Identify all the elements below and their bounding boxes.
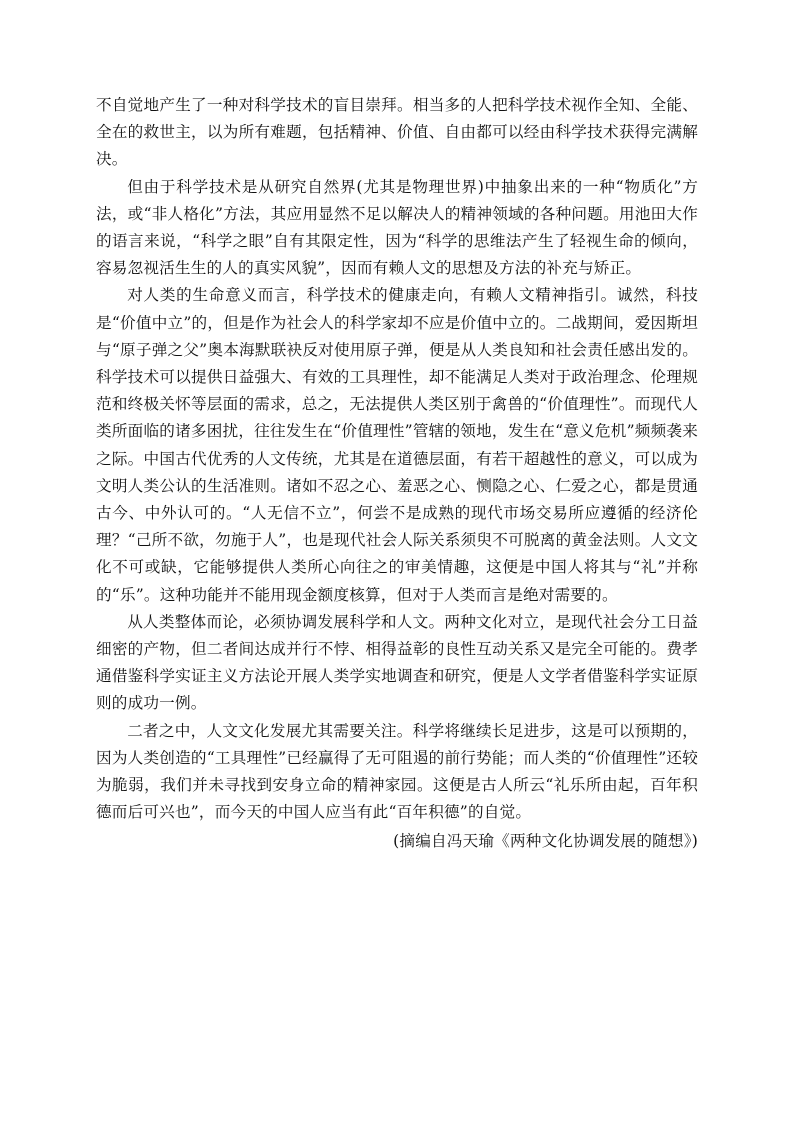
paragraph-3: 对人类的生命意义而言，科学技术的健康走向，有赖人文精神指引。诚然，科技是“价值中立”的，但是作为社会人的科学家却不应是价值中立的。二战期间，爱因斯坦与“原子弹之父”奥本海默联袂反对使用原子弹，便是从人类良知和社会责任感出发的。科学技术可以提供日益强大、有效的工具理性，却不能满足人类对于政治理念、伦理规范和终极关怀等层面的需求，总之，无法提供人类区别于禽兽的“价值理性”。而现代人类所面临的诸多困扰，往往发生在“价值理性”管辖的领地，发生在“意义危机”频频袭来之际。中国古代优秀的人文传统，尤其是在道德层面，有若干超越性的意义，可以成为文明人类公认的生活准则。诸如不忍之心、羞恶之心、恻隐之心、仁爱之心，都是贯通古今、中外认可的。“人无信不立”，何尝不是成熟的现代市场交易所应遵循的经济伦理？“己所不欲，勿施于人”，也是现代社会人际关系须臾不可脱离的黄金法则。人文文化不可或缺，它能够提供人类所心向往之的审美情趣，这便是中国人将其与“礼”并称的“乐”。这种功能并不能用现金额度核算，但对于人类而言是绝对需要的。 — [96, 286, 698, 604]
paragraph-2: 但由于科学技术是从研究自然界(尤其是物理世界)中抽象出来的一种“物质化”方法，或“非人格化”方法，其应用显然不足以解决人的精神领域的各种问题。用池田大作的语言来说，“科学之眼”自有其限定性，因为“科学的思维法产生了轻视生命的倾向，容易忽视活生生的人的真实风貌”，因而有赖人文的思想及方法的补充与矫正。 — [96, 177, 698, 278]
paragraph-5: 二者之中，人文文化发展尤其需要关注。科学将继续长足进步，这是可以预期的，因为人类创造的“工具理性”已经赢得了无可阻遏的前行势能；而人类的“价值理性”还较为脆弱，我们并未寻找到安身立命的精神家园。这便是古人所云“礼乐所由起，百年积德而后可兴也”，而今天的中国人应当有此“百年积德”的自觉。 — [96, 721, 698, 822]
paragraph-1-continued: 不自觉地产生了一种对科学技术的盲目崇拜。相当多的人把科学技术视作全知、全能、全在的救世主，以为所有难题，包括精神、价值、自由都可以经由科学技术获得完满解决。 — [96, 96, 698, 169]
source-citation: (摘编自冯天瑜《两种文化协调发展的随想》) — [393, 832, 698, 851]
article-body — [96, 92, 698, 856]
paragraph-4: 从人类整体而论，必须协调发展科学和人文。两种文化对立，是现代社会分工日益细密的产物，但二者间达成并行不悖、相得益彰的良性互动关系又是完全可能的。费孝通借鉴科学实证主义方法论开展人类学实地调查和研究，便是人文学者借鉴科学实证原则的成功一例。 — [96, 612, 698, 713]
